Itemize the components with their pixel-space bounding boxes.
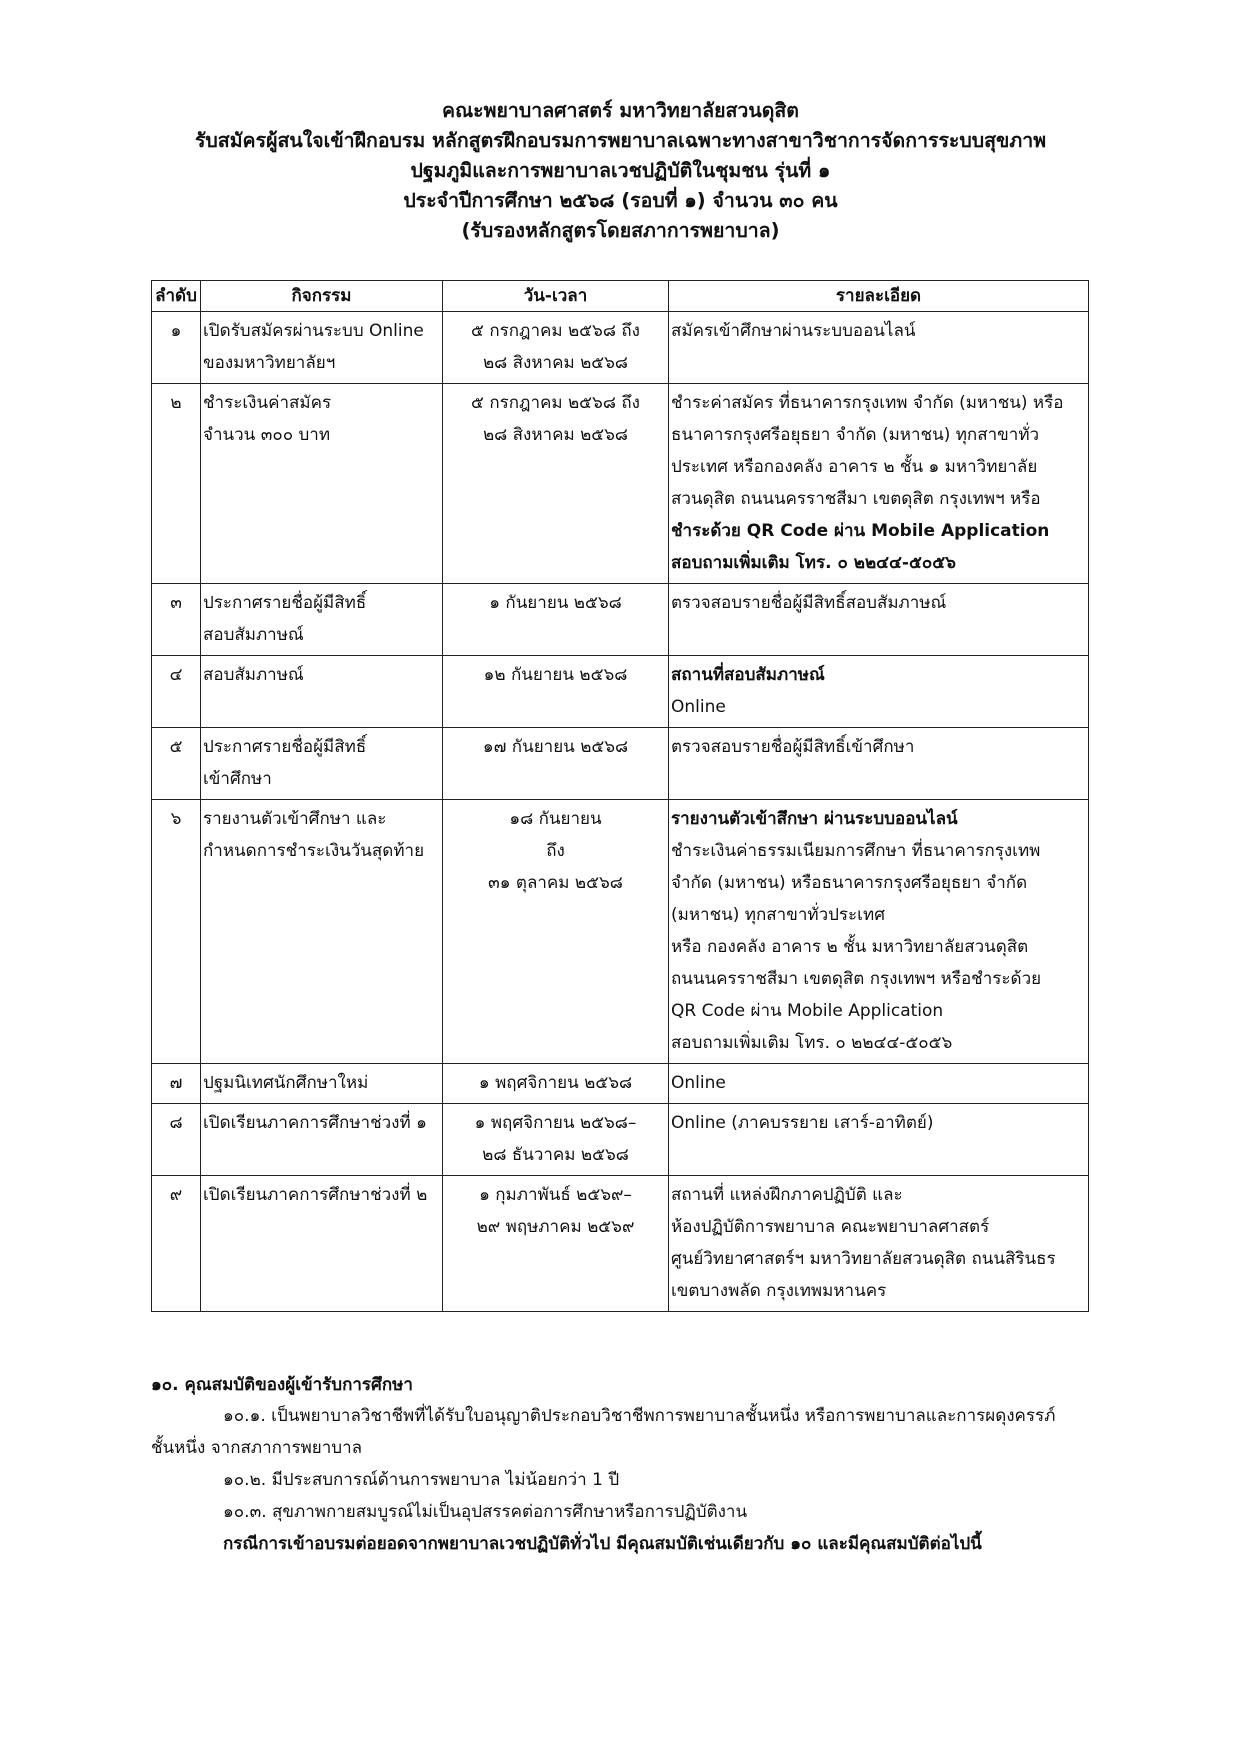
schedule-header-row xyxy=(152,281,1089,312)
details-cell xyxy=(669,384,1089,584)
schedule-body xyxy=(152,312,1089,1312)
date-line: ๒๘ สิงหาคม ๒๕๖๘ xyxy=(482,425,629,445)
details-cell xyxy=(669,800,1089,1064)
details-line: สถานที่สอบสัมภาษณ์ xyxy=(671,665,825,685)
row-number: ๖ xyxy=(152,800,201,1064)
table-row xyxy=(152,312,1089,384)
date-line: ๑ กันยายน ๒๕๖๘ xyxy=(489,593,622,613)
date-line: ๑ พฤศจิกายน ๒๕๖๘– xyxy=(474,1113,637,1133)
qualification-continuation-note: กรณีการเข้าอบรมต่อยอดจากพยาบาลเวชปฏิบัติทั่วไป มีคุณสมบัติเช่นเดียวกับ ๑๐ และมีคุณสมบัติต่อไปนี้ xyxy=(223,1534,982,1554)
column-header-details: รายละเอียด xyxy=(669,281,1089,312)
qualifications-section xyxy=(151,1370,1126,1560)
details-line: สถานที่ แหล่งฝึกภาคปฏิบัติ และ xyxy=(671,1185,903,1205)
activity-cell xyxy=(201,384,443,584)
qualification-item-2: ๑๐.๒. มีประสบการณ์ด้านการพยาบาล ไม่น้อยกว่า 1 ปี xyxy=(223,1470,620,1490)
details-cell xyxy=(669,1064,1089,1104)
date-cell xyxy=(443,1176,669,1312)
date-line: ๑ พฤศจิกายน ๒๕๖๘ xyxy=(478,1073,633,1093)
header-faculty-line: คณะพยาบาลศาสตร์ มหาวิทยาลัยสวนดุสิต xyxy=(442,99,799,122)
row-number: ๙ xyxy=(152,1176,201,1312)
date-cell xyxy=(443,312,669,384)
row-number: ๘ xyxy=(152,1104,201,1176)
details-line: ชำระค่าสมัคร ที่ธนาคารกรุงเทพ จำกัด (มหาชน) หรือ xyxy=(671,393,1064,413)
details-line: ตรวจสอบรายชื่อผู้มีสิทธิ์สอบสัมภาษณ์ xyxy=(671,593,947,613)
header-announcement-line: รับสมัครผู้สนใจเข้าฝึกอบรม หลักสูตรฝึกอบรมการพยาบาลเฉพาะทางสาขาวิชาการจัดการระบบสุขภาพ xyxy=(194,129,1047,152)
row-number: ๔ xyxy=(152,656,201,728)
details-cell xyxy=(669,584,1089,656)
column-header-date-time: วัน-เวลา xyxy=(443,281,669,312)
details-cell xyxy=(669,656,1089,728)
activity-line: จำนวน ๓๐๐ บาท xyxy=(203,425,331,445)
details-cell xyxy=(669,1104,1089,1176)
activity-line: ชำระเงินค่าสมัคร xyxy=(203,393,332,413)
date-line: ๓๑ ตุลาคม ๒๕๖๘ xyxy=(488,873,623,893)
activity-line: ประกาศรายชื่อผู้มีสิทธิ์ xyxy=(203,737,367,757)
activity-line: เปิดเรียนภาคการศึกษาช่วงที่ ๑ xyxy=(203,1113,427,1133)
row-number: ๗ xyxy=(152,1064,201,1104)
qualification-item-1-line-1: ๑๐.๑. เป็นพยาบาลวิชาชีพที่ได้รับใบอนุญาติประกอบวิชาชีพการพยาบาลชั้นหนึ่ง หรือการพยาบาลและการผดุงครรภ์ xyxy=(223,1406,1056,1426)
date-cell xyxy=(443,800,669,1064)
date-cell xyxy=(443,384,669,584)
date-cell xyxy=(443,584,669,656)
date-line: ๑๘ กันยายน xyxy=(509,809,602,829)
details-line: Online (ภาคบรรยาย เสาร์-อาทิตย์) xyxy=(671,1113,934,1133)
row-number: ๑ xyxy=(152,312,201,384)
column-header-order: ลำดับ xyxy=(152,281,201,312)
details-line: เขตบางพลัด กรุงเทพมหานคร xyxy=(671,1281,887,1301)
details-line: ศูนย์วิทยาศาสตร์ฯ มหาวิทยาลัยสวนดุสิต ถนนสิรินธร xyxy=(671,1249,1056,1269)
table-row xyxy=(152,384,1089,584)
details-line: Online xyxy=(671,1073,726,1093)
schedule-table xyxy=(151,280,1089,1312)
date-line: ๑๗ กันยายน ๒๕๖๘ xyxy=(482,737,629,757)
table-row xyxy=(152,1064,1089,1104)
date-line: ๕ กรกฎาคม ๒๕๖๘ ถึง xyxy=(471,393,640,413)
date-line: ๒๙ พฤษภาคม ๒๕๖๙ xyxy=(476,1217,635,1237)
details-line: ตรวจสอบรายชื่อผู้มีสิทธิ์เข้าศึกษา xyxy=(671,737,915,757)
details-cell xyxy=(669,728,1089,800)
activity-line: สอบสัมภาษณ์ xyxy=(203,665,304,685)
activity-line: สอบสัมภาษณ์ xyxy=(203,625,304,645)
activity-line: กำหนดการชำระเงินวันสุดท้าย xyxy=(203,841,425,861)
date-cell xyxy=(443,728,669,800)
qualifications-heading: ๑๐. คุณสมบัติของผู้เข้ารับการศึกษา xyxy=(151,1375,413,1395)
table-row xyxy=(152,1176,1089,1312)
table-row xyxy=(152,728,1089,800)
date-line: ๒๘ สิงหาคม ๒๕๖๘ xyxy=(482,353,629,373)
activity-line: ของมหาวิทยาลัยฯ xyxy=(203,353,336,373)
qualification-item-1-line-2: ชั้นหนึ่ง จากสภาการพยาบาล xyxy=(151,1438,363,1458)
date-line: ๕ กรกฎาคม ๒๕๖๘ ถึง xyxy=(471,321,640,341)
details-line: สวนดุสิต ถนนนครราชสีมา เขตดุสิต กรุงเทพฯ หรือ xyxy=(671,489,1041,509)
qualification-item-3: ๑๐.๓. สุขภาพกายสมบูรณ์ไม่เป็นอุปสรรคต่อการศึกษาหรือการปฏิบัติงาน xyxy=(223,1502,748,1522)
date-line: ๑ กุมภาพันธ์ ๒๕๖๙– xyxy=(479,1185,632,1205)
details-cell xyxy=(669,312,1089,384)
date-cell xyxy=(443,1104,669,1176)
activity-line: ปฐมนิเทศนักศึกษาใหม่ xyxy=(203,1073,369,1093)
details-line: ชำระด้วย QR Code ผ่าน Mobile Application xyxy=(671,521,1050,541)
activity-cell xyxy=(201,1064,443,1104)
activity-line: เข้าศึกษา xyxy=(203,769,272,789)
details-cell xyxy=(669,1176,1089,1312)
activity-cell xyxy=(201,312,443,384)
activity-cell xyxy=(201,584,443,656)
activity-line: ประกาศรายชื่อผู้มีสิทธิ์ xyxy=(203,593,367,613)
details-line: สมัครเข้าศึกษาผ่านระบบออนไลน์ xyxy=(671,321,916,341)
activity-cell xyxy=(201,1104,443,1176)
activity-line: เปิดเรียนภาคการศึกษาช่วงที่ ๒ xyxy=(203,1185,428,1205)
details-line: รายงานตัวเข้าสึกษา ผ่านระบบออนไลน์ xyxy=(671,809,958,829)
table-row xyxy=(152,584,1089,656)
details-line: ชำระเงินค่าธรรมเนียมการศึกษา ที่ธนาคารกรุงเทพ xyxy=(671,841,1041,861)
details-line: (มหาชน) ทุกสาขาทั่วประเทศ xyxy=(671,905,885,925)
details-line: ธนาคารกรุงศรีอยุธยา จำกัด (มหาชน) ทุกสาขาทั่ว xyxy=(671,425,1040,445)
date-cell xyxy=(443,1064,669,1104)
row-number: ๕ xyxy=(152,728,201,800)
table-row xyxy=(152,656,1089,728)
row-number: ๓ xyxy=(152,584,201,656)
details-line: ห้องปฏิบัติการพยาบาล คณะพยาบาลศาสตร์ xyxy=(671,1217,990,1237)
column-header-activity: กิจกรรม xyxy=(201,281,443,312)
details-line: ถนนนครราชสีมา เขตดุสิต กรุงเทพฯ หรือชำระด้วย xyxy=(671,969,1042,989)
details-line: สอบถามเพิ่มเติม โทร. ๐ ๒๒๔๔-๕๐๕๖ xyxy=(671,1033,953,1053)
details-line: หรือ กองคลัง อาคาร ๒ ชั้น มหาวิทยาลัยสวนดุสิต xyxy=(671,937,1029,957)
activity-cell xyxy=(201,728,443,800)
activity-line: เปิดรับสมัครผ่านระบบ Online xyxy=(203,321,424,341)
header-year-line: ประจำปีการศึกษา ๒๕๖๘ (รอบที่ ๑) จำนวน ๓๐ คน xyxy=(403,189,838,212)
row-number: ๒ xyxy=(152,384,201,584)
details-line: ประเทศ หรือกองคลัง อาคาร ๒ ชั้น ๑ มหาวิทยาลัย xyxy=(671,457,1038,477)
date-line: ๑๒ กันยายน ๒๕๖๘ xyxy=(483,665,628,685)
date-line: ถึง xyxy=(546,841,565,861)
table-row xyxy=(152,800,1089,1064)
date-cell xyxy=(443,656,669,728)
header-accreditation-line: (รับรองหลักสูตรโดยสภาการพยาบาล) xyxy=(461,219,780,242)
document-header xyxy=(0,96,1241,246)
activity-cell xyxy=(201,800,443,1064)
details-line: QR Code ผ่าน Mobile Application xyxy=(671,1001,944,1021)
activity-line: รายงานตัวเข้าศึกษา และ xyxy=(203,809,387,829)
activity-cell xyxy=(201,656,443,728)
details-line: Online xyxy=(671,697,726,717)
details-line: สอบถามเพิ่มเติม โทร. ๐ ๒๒๔๔-๕๐๕๖ xyxy=(671,553,956,573)
header-program-line: ปฐมภูมิและการพยาบาลเวชปฏิบัติในชุมชน รุ่นที่ ๑ xyxy=(410,159,831,182)
date-line: ๒๘ ธันวาคม ๒๕๖๘ xyxy=(482,1145,629,1165)
table-row xyxy=(152,1104,1089,1176)
details-line: จำกัด (มหาชน) หรือธนาคารกรุงศรีอยุธยา จำกัด xyxy=(671,873,1028,893)
activity-cell xyxy=(201,1176,443,1312)
